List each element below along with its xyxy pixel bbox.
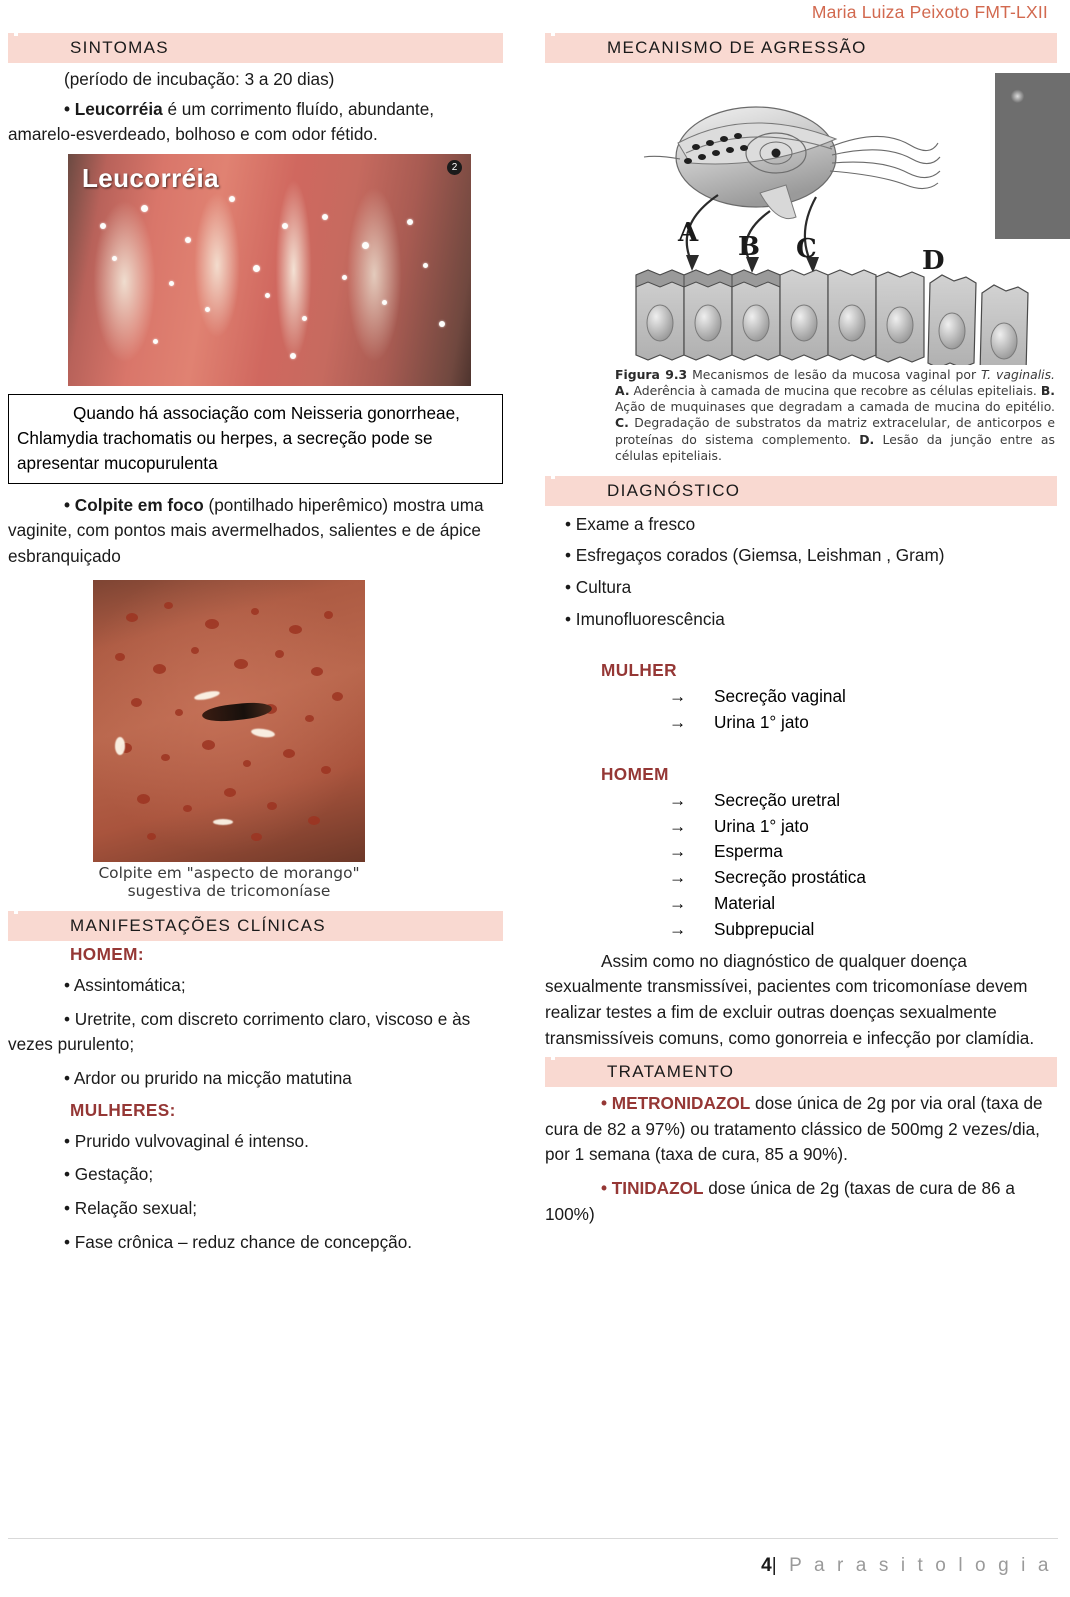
mulher-sample-row-2: [545, 710, 1057, 736]
manifestacao-homem-item-3: • Ardor ou prurido na micção matutina: [64, 1068, 352, 1088]
tratamento-metronidazol: [545, 1091, 1057, 1168]
manifestacao-homem-item-1: • Assintomática;: [64, 975, 186, 996]
diagnostico-item-1: • Exame a fresco: [565, 513, 696, 534]
tinidazol-term: • TINIDAZOL: [601, 1178, 704, 1198]
manifestacao-mulheres-item-2: • Gestação;: [64, 1164, 154, 1185]
figure-caption-letter-c: C.: [615, 415, 629, 431]
manifestacao-mulheres-item-1: • Prurido vulvovaginal é intenso.: [64, 1130, 309, 1151]
leucorreia-term: • Leucorréia: [64, 98, 163, 119]
section-heading-tratamento: TRATAMENTO: [545, 1057, 1057, 1087]
diagnostico-paragraph: Assim como no diagnóstico de qualquer doença sexualmente transmissívei, pacientes com tricomoníase devem realizar testes a fim de excluir outras doenças sexualmente transmissíveis comuns, como gonorreia e infecção por clamídia.: [545, 950, 1035, 1048]
section-heading-diagnostico: DIAGNÓSTICO: [545, 476, 1057, 506]
arrow-icon: →: [669, 918, 687, 939]
leucorreia-description: é um corrimento fluído, abundante, amarelo-esverdeado, bolhoso e com odor fétido.: [8, 98, 435, 145]
figure-caption-letter-a: A.: [615, 383, 630, 399]
sintomas-incubation-text: (período de incubação: 3 a 20 dias): [64, 69, 335, 89]
footer-divider: [8, 1538, 1058, 1539]
arrow-icon: →: [669, 712, 687, 733]
diagnostico-item-3: • Cultura: [565, 577, 632, 597]
mechanism-diagram: [600, 65, 1070, 365]
tratamento-tinidazol: [545, 1176, 1057, 1227]
mulher-sample-label: Secreção vaginal: [714, 686, 846, 707]
homem-sample-label: Secreção uretral: [714, 789, 841, 810]
subheading-homem: HOMEM:: [70, 944, 145, 965]
homem-sample-label: Material: [714, 893, 776, 914]
figure-caption-species: T. vaginalis.: [981, 367, 1055, 382]
subheading-mulheres: MULHERES:: [70, 1099, 176, 1120]
footer-page-number: 4: [761, 1555, 772, 1576]
footer-separator: |: [771, 1555, 781, 1576]
diagnostico-subheading-mulher: MULHER: [601, 660, 677, 681]
colpite-caption-line-2: sugestiva de tricomoníase: [127, 882, 331, 901]
arrow-icon: →: [669, 815, 687, 836]
mulher-sample-label: Urina 1° jato: [714, 712, 809, 733]
diagram-label-c: C: [796, 234, 817, 264]
homem-sample-row-2: [545, 814, 1057, 840]
footer-section-name: P a r a s i t o l o g i a: [789, 1555, 1052, 1576]
page-footer: [761, 1555, 1052, 1577]
arrow-icon: →: [669, 841, 687, 862]
manifestacao-mulheres-item-3: • Relação sexual;: [64, 1197, 198, 1218]
colpite-description: (pontilhado hiperêmico) mostra uma vaginite, com pontos mais avermelhados, salientes e de ápice esbranquiçado: [8, 494, 484, 566]
homem-sample-row-1: [545, 788, 1057, 814]
figure-caption-seg-b: Ação de muquinases que degradam a camada de mucina do epitélio.: [615, 399, 1055, 415]
colpite-paragraph: [8, 493, 503, 570]
mulher-sample-row-1: [545, 684, 1057, 710]
figure-caption-letter-d: D.: [859, 431, 875, 447]
section-heading-sintomas: SINTOMAS: [8, 33, 503, 63]
diagnostico-item-2: • Esfregaços corados (Giemsa, Leishman , Gram): [565, 545, 945, 566]
diagram-label-d: D: [922, 246, 945, 276]
sem-micrograph-photo: [995, 73, 1070, 239]
section-heading-mecanismo-agressao: MECANISMO DE AGRESSÃO: [545, 33, 1057, 63]
photo-watermark-badge: 2: [447, 160, 462, 175]
tinidazol-description: dose única de 2g (taxas de cura de 86 a 100%): [545, 1178, 1015, 1224]
figure-number: Figura 9.3: [615, 367, 688, 382]
diagnostico-item-4: • Imunofluorescência: [565, 608, 725, 629]
homem-sample-row-5: [545, 891, 1057, 917]
sintomas-leucorreia-paragraph: [8, 97, 503, 148]
leucorreia-photo: [68, 154, 471, 386]
homem-sample-label: Subprepucial: [714, 918, 815, 939]
metronidazol-description: dose única de 2g por via oral (taxa de cura de 82 a 97%) ou tratamento clássico de 500mg 2 vezes/dia, por 1 semana (taxa de cura, 85 a 90%).: [545, 1093, 1043, 1165]
leucorreia-photo-label: Leucorréia: [82, 162, 219, 193]
colpite-photo-caption: [93, 864, 365, 902]
figure-caption: [615, 367, 1055, 464]
homem-sample-label: Secreção prostática: [714, 867, 866, 888]
left-column: [8, 33, 503, 1255]
homem-sample-row-6: [545, 917, 1057, 943]
section-heading-manifestacoes-clinicas: MANIFESTAÇÕES CLÍNICAS: [8, 911, 503, 941]
figure-caption-letter-b: B.: [1040, 383, 1055, 399]
arrow-icon: →: [669, 893, 687, 914]
figure-caption-seg-a: Aderência à camada de mucina que recobre as células epiteliais.: [629, 383, 1041, 399]
diagram-label-b: B: [738, 232, 760, 262]
figure-caption-seg-c: Degradação de substratos da matriz extracelular, de anticorpos e proteínas do sistema complemento.: [615, 415, 1055, 447]
figure-caption-seg-d: Lesão da junção entre as células epiteliais.: [615, 431, 1055, 463]
association-note-box: Quando há associação com Neisseria gonorrheae, Chlamydia trachomatis ou herpes, a secreção pode se apresentar mucopurulenta: [8, 394, 503, 484]
running-header-author: Maria Luiza Peixoto FMT-LXII: [811, 2, 1048, 22]
diagram-label-a: A: [678, 218, 699, 248]
colpite-caption-line-1: Colpite em "aspecto de morango": [98, 863, 360, 882]
right-column: [545, 33, 1057, 1227]
figure-caption-seg-1: Mecanismos de lesão da mucosa vaginal por: [687, 367, 982, 382]
manifestacao-homem-item-2: • Uretrite, com discreto corrimento claro, viscoso e às vezes purulento;: [8, 1008, 471, 1055]
arrow-icon: →: [669, 686, 687, 707]
metronidazol-term: • METRONIDAZOL: [601, 1093, 751, 1114]
arrow-icon: →: [669, 789, 687, 810]
homem-sample-label: Esperma: [714, 841, 783, 862]
homem-sample-row-4: [545, 865, 1057, 891]
homem-sample-row-3: [545, 839, 1057, 865]
manifestacao-mulheres-item-4: • Fase crônica – reduz chance de concepção.: [64, 1231, 413, 1252]
arrow-icon: →: [669, 867, 687, 888]
colpite-term: • Colpite em foco: [64, 494, 204, 515]
diagnostico-subheading-homem: HOMEM: [601, 763, 669, 784]
homem-sample-label: Urina 1° jato: [714, 815, 809, 836]
colpite-cervix-photo: [93, 580, 365, 862]
